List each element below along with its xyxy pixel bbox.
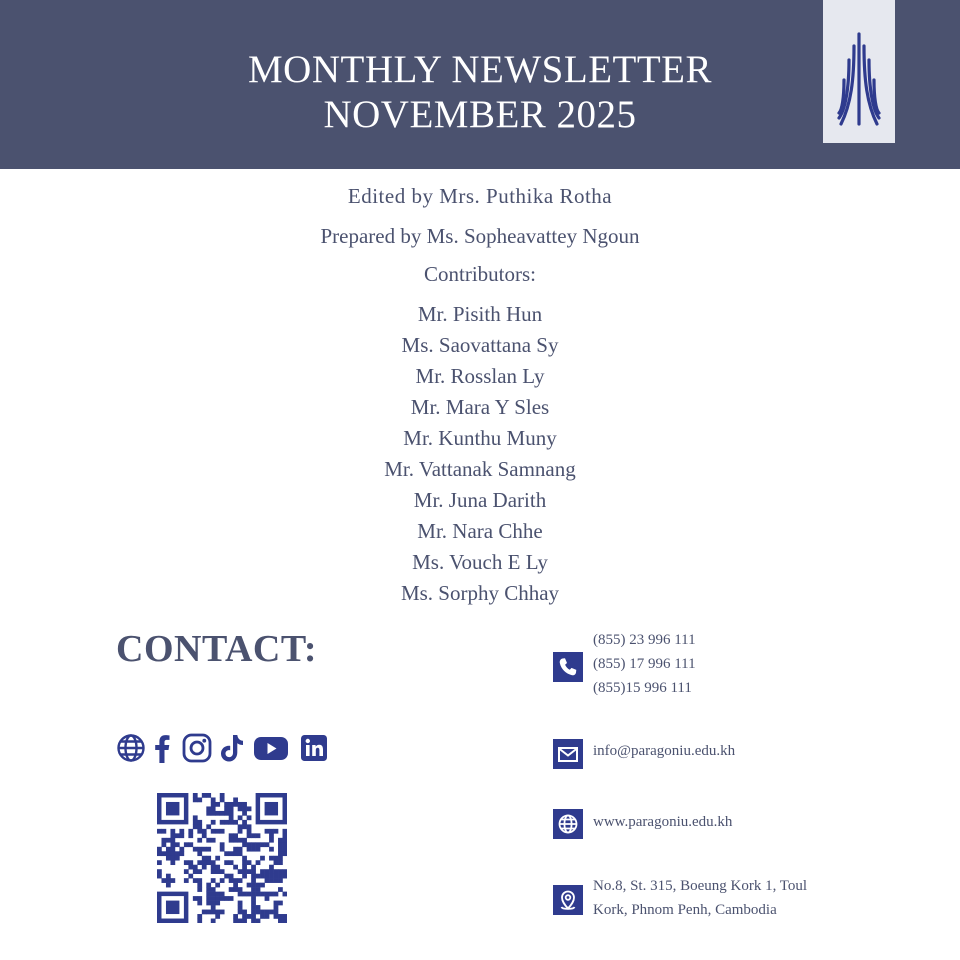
contributor-item: Ms. Sorphy Chhay bbox=[400, 581, 560, 605]
contributor-item: Mr. Nara Chhe bbox=[417, 519, 543, 543]
contributor-item: Mr. Rosslan Ly bbox=[415, 364, 545, 388]
contributor-item: Mr. Pisith Hun bbox=[417, 302, 543, 326]
email-link[interactable]: info@paragoniu.edu.kh bbox=[593, 743, 736, 759]
email-icon bbox=[553, 739, 583, 769]
address-line: Kork, Phnom Penh, Cambodia bbox=[593, 902, 777, 918]
contributors-label: Contributors: bbox=[423, 262, 536, 286]
facebook-icon[interactable] bbox=[152, 733, 172, 763]
phone-number[interactable]: (855) 23 996 111 bbox=[593, 632, 696, 648]
website-link[interactable]: www.paragoniu.edu.kh bbox=[593, 814, 733, 830]
address-line: No.8, St. 315, Boeung Kork 1, Toul bbox=[593, 878, 808, 894]
website-globe-icon bbox=[553, 809, 583, 839]
contact-heading: CONTACT: bbox=[116, 628, 318, 670]
contributor-item: Ms. Vouch E Ly bbox=[412, 550, 548, 574]
instagram-icon[interactable] bbox=[182, 733, 212, 763]
editor-credit: Edited by Mrs. Puthika Rotha bbox=[347, 184, 613, 208]
address bbox=[593, 874, 807, 922]
location-pin-icon bbox=[553, 885, 583, 915]
phone-number[interactable]: (855)15 996 111 bbox=[593, 680, 692, 696]
tiktok-icon[interactable] bbox=[220, 733, 244, 763]
linkedin-icon[interactable] bbox=[300, 733, 328, 763]
youtube-icon[interactable] bbox=[253, 733, 289, 763]
contributor-item: Mr. Mara Y Sles bbox=[410, 395, 550, 419]
title-line-2: NOVEMBER 2025 bbox=[323, 93, 637, 136]
newsletter-header bbox=[0, 0, 960, 169]
qr-code[interactable] bbox=[157, 793, 287, 923]
contributor-item: Mr. Juna Darith bbox=[413, 488, 547, 512]
globe-icon[interactable] bbox=[116, 733, 146, 763]
newsletter-title bbox=[0, 47, 960, 137]
phone-numbers bbox=[593, 628, 696, 700]
contributors-list bbox=[0, 299, 960, 609]
title-line-1: MONTHLY NEWSLETTER bbox=[248, 48, 712, 91]
preparer-credit: Prepared by Ms. Sopheavattey Ngoun bbox=[320, 224, 640, 248]
phone-number[interactable]: (855) 17 996 111 bbox=[593, 656, 696, 672]
contributor-item: Ms. Saovattana Sy bbox=[401, 333, 559, 357]
contributor-item: Mr. Kunthu Muny bbox=[403, 426, 557, 450]
phone-icon bbox=[553, 652, 583, 682]
university-tower-logo-icon bbox=[823, 0, 895, 143]
contributor-item: Mr. Vattanak Samnang bbox=[384, 457, 576, 481]
